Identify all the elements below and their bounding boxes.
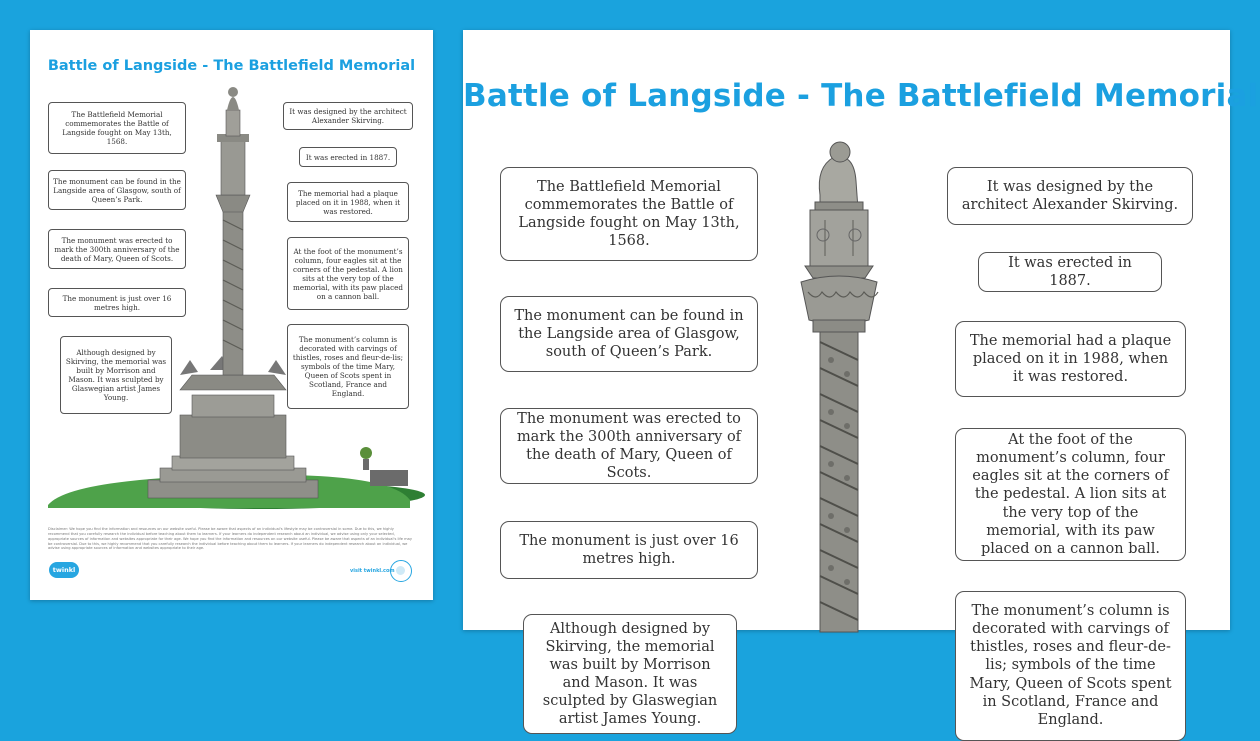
preview-sheet [30,30,433,600]
preview-box-height: The monument is just over 16 metres high. [48,288,186,317]
main-sheet [463,30,1259,728]
website-link[interactable]: visit twinkl.com [350,568,395,574]
preview-title: Battle of Langside - The Battlefield Memorial [47,58,416,74]
preview-box-commemorates: The Battlefield Memorial commemorates the Battle of Langside fought on May 13th, 1568. [48,102,186,154]
preview-box-builders: Although designed by Skirving, the memorial was built by Morrison and Mason. It was sculpted by Glaswegian artist James Young. [60,336,172,414]
fact-box-location: The monument can be found in the Langside area of Glasgow, south of Queen’s Park. [500,296,758,372]
preview-box-location: The monument can be found in the Langside area of Glasgow, south of Queen’s Park. [48,170,186,210]
quality-badge-icon [390,560,412,582]
preview-box-eagles: At the foot of the monument’s column, four eagles sit at the corners of the pedestal. A lion sits at the very top of the memorial, with its paw placed on a cannon ball. [287,237,409,310]
preview-box-anniversary: The monument was erected to mark the 300th anniversary of the death of Mary, Queen of Scots. [48,229,186,269]
disclaimer-text: Disclaimer: We hope you find the information and resources on our website useful. Please be aware that aspects of an individual's lifestyle may be controversial in some. Due to this, we highly recommend that you carefully research the individual before teaching about them to learners. If your learners do independent research about an individual, we advise using only your selected, appropriate sources of information and websites appropriate for their age. We hope you find the information and resources on our website useful. Please be aware that aspects of an individual's life may be controversial. Due to this, we highly recommend that you carefully research the individual before teaching about them to learners. If your learners do independent research about an individual, we advise using appropriate sources of information and websites appropriate to their age. [48,527,412,551]
page-title: Battle of Langside - The Battlefield Memorial [463,78,1259,114]
fact-box-height: The monument is just over 16 metres high. [500,521,758,579]
fact-box-erected: It was erected in 1887. [978,252,1162,292]
fact-box-eagles: At the foot of the monument’s column, four eagles sit at the corners of the pedestal. A lion sits at the very top of the memorial, with its paw placed on a cannon ball. [955,428,1186,561]
fact-box-anniversary: The monument was erected to mark the 300th anniversary of the death of Mary, Queen of Scots. [500,408,758,484]
preview-box-architect: It was designed by the architect Alexander Skirving. [283,102,413,130]
preview-box-carvings: The monument’s column is decorated with carvings of thistles, roses and fleur-de-lis; symbols of the time Mary, Queen of Scots spent in Scotland, France and England. [287,324,409,409]
fact-box-carvings: The monument’s column is decorated with carvings of thistles, roses and fleur-de-lis; symbols of the time Mary, Queen of Scots spent in Scotland, France and England. [955,591,1186,741]
preview-box-plaque: The memorial had a plaque placed on it in 1988, when it was restored. [287,182,409,222]
fact-box-commemorates: The Battlefield Memorial commemorates the Battle of Langside fought on May 13th, 1568. [500,167,758,261]
fact-box-architect: It was designed by the architect Alexander Skirving. [947,167,1193,225]
fact-box-builders: Although designed by Skirving, the memorial was built by Morrison and Mason. It was sculpted by Glaswegian artist James Young. [523,614,737,734]
preview-box-erected: It was erected in 1887. [299,147,397,167]
fact-box-plaque: The memorial had a plaque placed on it in 1988, when it was restored. [955,321,1186,397]
twinkl-logo: twinkl [49,562,79,578]
